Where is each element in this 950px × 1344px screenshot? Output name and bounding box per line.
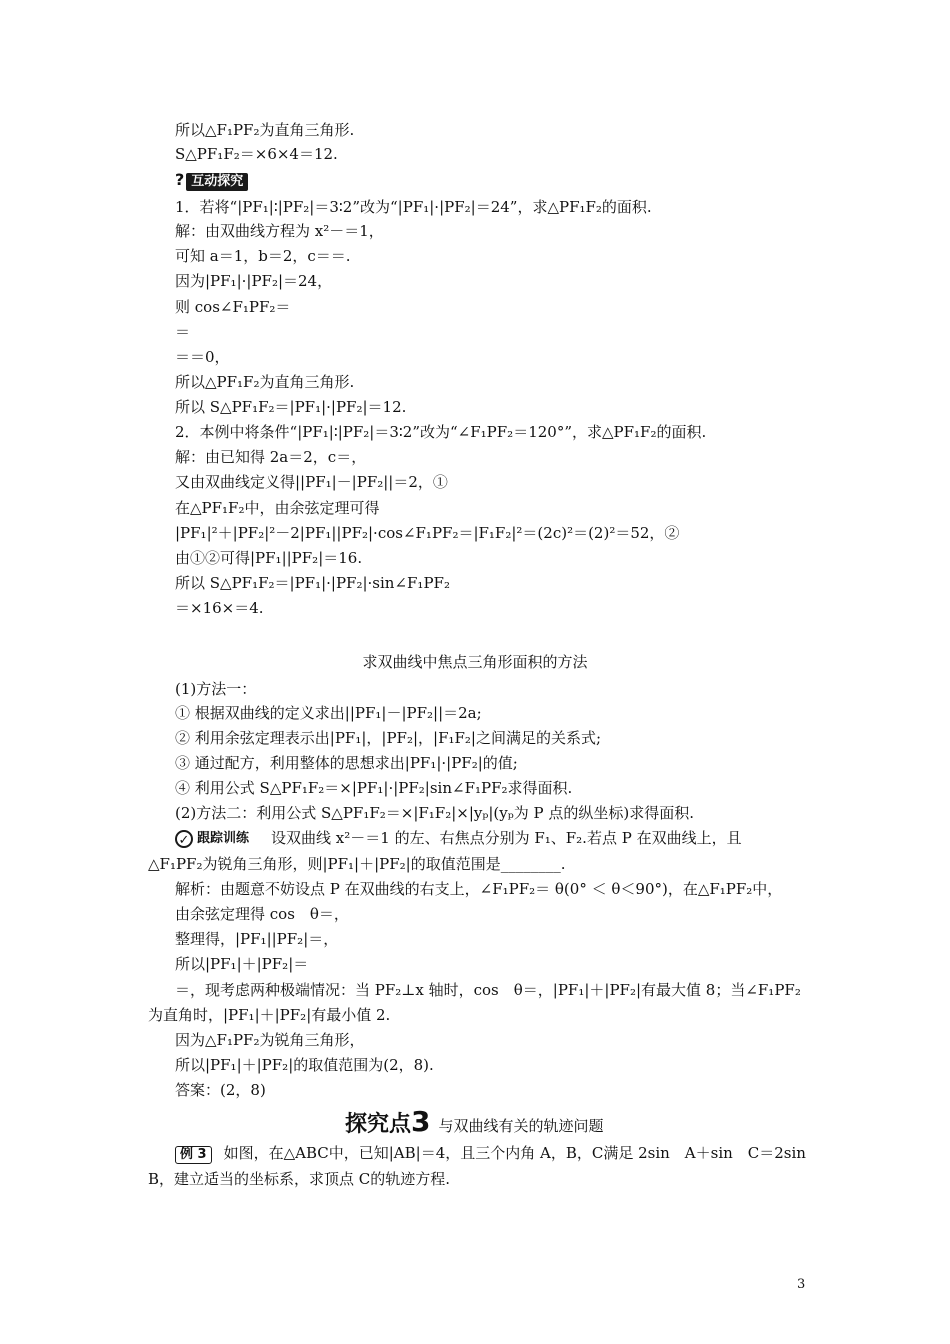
text-line: ④ 利用公式 S△PF₁F₂＝×|PF₁|·|PF₂|sin∠F₁PF₂求得面积. bbox=[175, 779, 573, 797]
text-line: 设双曲线 x²－＝1 的左、右焦点分别为 F₁、F₂.若点 P 在双曲线上，且 bbox=[271, 829, 742, 847]
interactive-label: 互动探究 bbox=[186, 173, 248, 191]
text-line: 又由双曲线定义得||PF₁|－|PF₂||＝2，① bbox=[175, 473, 448, 491]
text-line: 在△PF₁F₂中，由余弦定理可得 bbox=[175, 499, 380, 517]
text-line: 所以△PF₁F₂为直角三角形. bbox=[175, 373, 355, 391]
text-line: 由①②可得|PF₁||PF₂|＝16. bbox=[175, 549, 363, 567]
text-line: S△PF₁F₂＝×6×4＝12. bbox=[175, 145, 338, 163]
section-title: 与双曲线有关的轨迹问题 bbox=[438, 1117, 604, 1135]
question-2: 2．本例中将条件“|PF₁|∶|PF₂|＝3∶2”改为“∠F₁PF₂＝120°”，求△PF₁F₂的面积. bbox=[175, 423, 707, 441]
text-line: ② 利用余弦定理表示出|PF₁|，|PF₂|，|F₁F₂|之间满足的关系式; bbox=[175, 729, 602, 747]
question-1: 1．若将“|PF₁|∶|PF₂|＝3∶2”改为“|PF₁|·|PF₂|＝24”，求△PF₁F₂的面积. bbox=[175, 198, 652, 216]
text-line: 解：由双曲线方程为 x²－＝1， bbox=[175, 222, 384, 240]
text-line: |PF₁|²＋|PF₂|²－2|PF₁||PF₂|·cos∠F₁PF₂＝|F₁F₂|²＝(2c)²＝(2)²＝52，② bbox=[175, 524, 680, 542]
text-line: 因为△F₁PF₂为锐角三角形， bbox=[175, 1031, 365, 1049]
text-line: 因为|PF₁|·|PF₂|＝24， bbox=[175, 272, 333, 290]
text-line: 如图，在△ABC中，已知|AB|＝4，且三个内角 A，B，C满足 2sin A＋sin C＝2sin bbox=[223, 1144, 806, 1162]
follow-training bbox=[175, 828, 742, 849]
method-title: 求双曲线中焦点三角形面积的方法 bbox=[362, 653, 588, 671]
text-line: 由余弦定理得 cos θ＝， bbox=[175, 905, 349, 923]
section-heading bbox=[345, 1107, 604, 1141]
page-number: 3 bbox=[797, 1277, 806, 1292]
text-line: 所以 S△PF₁F₂＝|PF₁|·|PF₂|＝12. bbox=[175, 398, 407, 416]
text-line: B，建立适当的坐标系，求顶点 C的轨迹方程. bbox=[148, 1170, 451, 1188]
text-line: 解析：由题意不妨设点 P 在双曲线的右支上，∠F₁PF₂＝ θ(0° ＜ θ＜90°)，在△F₁PF₂中， bbox=[175, 880, 783, 898]
section-number: 3 bbox=[411, 1105, 431, 1138]
text-line: 则 cos∠F₁PF₂＝ bbox=[175, 298, 291, 316]
text-line: 整理得，|PF₁||PF₂|＝， bbox=[175, 930, 339, 948]
text-line: 解：由已知得 2a＝2，c＝， bbox=[175, 448, 367, 466]
text-line: ＝ bbox=[175, 323, 191, 341]
text-line: ＝×16×＝4. bbox=[175, 599, 264, 617]
text-line: 答案：(2，8) bbox=[175, 1081, 266, 1099]
interactive-badge bbox=[175, 170, 248, 191]
example-3 bbox=[175, 1143, 806, 1164]
text-line: 为直角时，|PF₁|＋|PF₂|有最小值 2. bbox=[148, 1006, 391, 1024]
text-line: ③ 通过配方，利用整体的思想求出|PF₁|·|PF₂|的值; bbox=[175, 754, 518, 772]
text-line: ① 根据双曲线的定义求出||PF₁|－|PF₂||＝2a; bbox=[175, 704, 482, 722]
text-line: △F₁PF₂为锐角三角形，则|PF₁|＋|PF₂|的取值范围是________. bbox=[148, 855, 566, 873]
example-badge: 例 3 bbox=[175, 1146, 212, 1164]
text-line: 所以|PF₁|＋|PF₂|的取值范围为(2，8). bbox=[175, 1056, 434, 1074]
text-line: (2)方法二：利用公式 S△PF₁F₂＝×|F₁F₂|×|yₚ|(yₚ为 P 点的纵坐标)求得面积. bbox=[175, 804, 695, 822]
follow-label: 跟踪训练 bbox=[197, 831, 250, 846]
text-line: 可知 a＝1，b＝2，c＝＝. bbox=[175, 247, 351, 265]
section-prefix: 探究点 bbox=[345, 1112, 412, 1137]
text-line: (1)方法一： bbox=[175, 680, 257, 698]
text-line: ＝，现考虑两种极端情况：当 PF₂⊥x 轴时，cos θ＝，|PF₁|＋|PF₂|有最大值 8；当∠F₁PF₂ bbox=[175, 981, 801, 999]
text-line: 所以|PF₁|＋|PF₂|＝ bbox=[175, 955, 309, 973]
text-line: 所以△F₁PF₂为直角三角形. bbox=[175, 121, 355, 139]
check-icon: ✓ bbox=[175, 830, 193, 848]
question-icon: ? bbox=[175, 170, 185, 189]
text-line: ＝＝0， bbox=[175, 348, 230, 366]
text-line: 所以 S△PF₁F₂＝|PF₁|·|PF₂|·sin∠F₁PF₂ bbox=[175, 574, 450, 592]
